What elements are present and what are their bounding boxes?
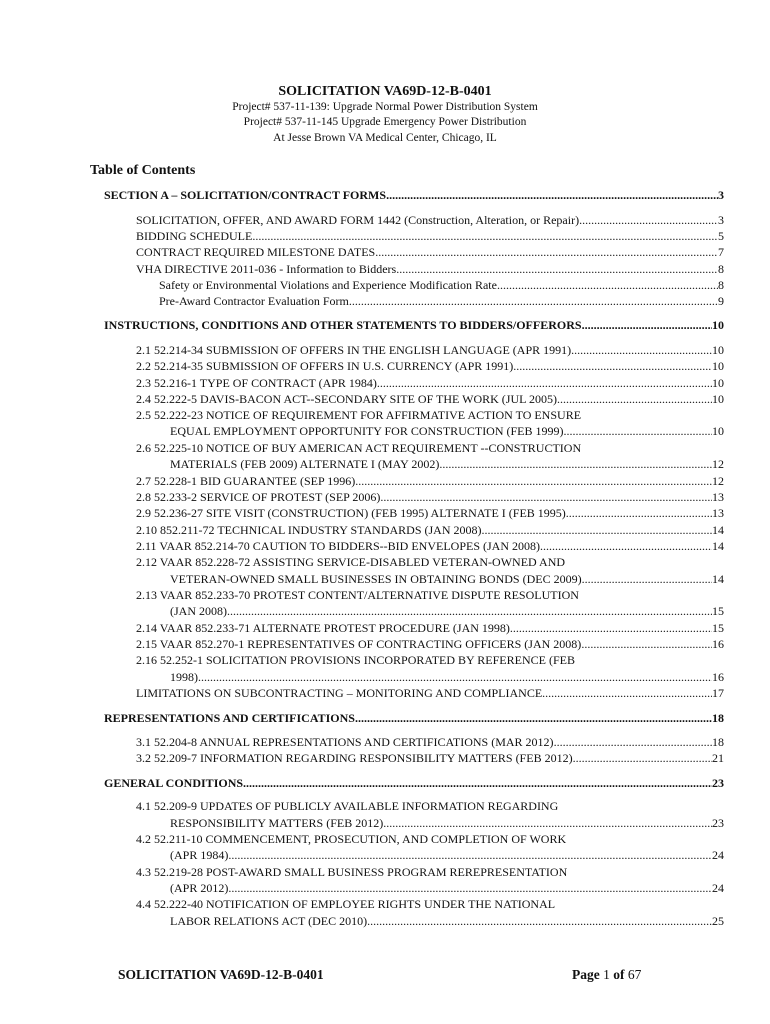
toc-entry[interactable]: 2.11 VAAR 852.214-70 CAUTION TO BIDDERS--BID ENVELOPES (JAN 2008) ..... 14 [136, 539, 724, 554]
toc-entry[interactable]: (APR 1984) ..... 24 [170, 848, 724, 863]
toc-entry[interactable]: 2.14 VAAR 852.233-71 ALTERNATE PROTEST PROCEDURE (JAN 1998) ..... 15 [136, 621, 724, 636]
toc-entry[interactable]: Pre-Award Contractor Evaluation Form ..... 9 [159, 294, 724, 309]
project-line-1: Project# 537-11-139: Upgrade Normal Power Distribution System [232, 101, 538, 113]
toc-entry[interactable]: 2.10 852.211-72 TECHNICAL INDUSTRY STANDARDS (JAN 2008) ..... 14 [136, 523, 724, 538]
toc-entry[interactable]: 1998) ..... 16 [170, 670, 724, 685]
toc-entry-line[interactable]: 4.4 52.222-40 NOTIFICATION OF EMPLOYEE RIGHTS UNDER THE NATIONAL [136, 897, 556, 911]
toc-entry-line[interactable]: 4.3 52.219-28 POST-AWARD SMALL BUSINESS PROGRAM REREPRESENTATION [136, 865, 568, 879]
toc-entry-line[interactable]: 2.5 52.222-23 NOTICE OF REQUIREMENT FOR AFFIRMATIVE ACTION TO ENSURE [136, 408, 582, 422]
project-line-2: Project# 537-11-145 Upgrade Emergency Power Distribution [243, 116, 527, 128]
toc-entry-line[interactable]: 4.1 52.209-9 UPDATES OF PUBLICLY AVAILABLE INFORMATION REGARDING [136, 799, 559, 813]
toc-entry[interactable]: 2.15 VAAR 852.270-1 REPRESENTATIVES OF CONTRACTING OFFICERS (JAN 2008) ..... 16 [136, 637, 724, 652]
toc-entry-section-instructions[interactable]: INSTRUCTIONS, CONDITIONS AND OTHER STATEMENTS TO BIDDERS/OFFERORS ..... 10 [104, 318, 724, 333]
footer-page-number: Page 1 of 67 [572, 967, 642, 982]
toc-heading: Table of Contents [90, 163, 196, 178]
toc-entry[interactable]: LABOR RELATIONS ACT (DEC 2010) ..... 25 [170, 914, 724, 929]
project-line-3: At Jesse Brown VA Medical Center, Chicago, IL [273, 132, 497, 144]
toc-entry[interactable]: 2.4 52.222-5 DAVIS-BACON ACT--SECONDARY SITE OF THE WORK (JUL 2005) ..... 10 [136, 392, 724, 407]
footer-solicitation: SOLICITATION VA69D-12-B-0401 [118, 967, 324, 982]
document-title: SOLICITATION VA69D-12-B-0401 [278, 84, 492, 99]
toc-entry[interactable]: 2.7 52.228-1 BID GUARANTEE (SEP 1996) ..... 12 [136, 474, 724, 489]
toc-entry[interactable]: CONTRACT REQUIRED MILESTONE DATES ..... 7 [136, 245, 724, 260]
toc-entry[interactable]: LIMITATIONS ON SUBCONTRACTING – MONITORING AND COMPLIANCE ..... 17 [136, 686, 724, 701]
toc-entry[interactable]: Safety or Environmental Violations and Experience Modification Rate ..... 8 [159, 278, 724, 293]
toc-entry-line[interactable]: 2.6 52.225-10 NOTICE OF BUY AMERICAN ACT REQUIREMENT --CONSTRUCTION [136, 441, 582, 455]
toc-entry[interactable]: (APR 2012) ..... 24 [170, 881, 724, 896]
toc-entry[interactable]: (JAN 2008) ..... 15 [170, 604, 724, 619]
toc-entry[interactable]: 3.1 52.204-8 ANNUAL REPRESENTATIONS AND CERTIFICATIONS (MAR 2012) ..... 18 [136, 735, 724, 750]
toc-entry-section-general-conditions[interactable]: GENERAL CONDITIONS ..... 23 [104, 776, 724, 791]
toc-entry[interactable]: MATERIALS (FEB 2009) ALTERNATE I (MAY 2002) ..... 12 [170, 457, 724, 472]
toc-entry[interactable]: 2.2 52.214-35 SUBMISSION OF OFFERS IN U.S. CURRENCY (APR 1991) ..... 10 [136, 359, 724, 374]
toc-entry-section-a[interactable]: SECTION A – SOLICITATION/CONTRACT FORMS ..... 3 [104, 188, 724, 203]
toc-entry[interactable]: VHA DIRECTIVE 2011-036 - Information to Bidders ..... 8 [136, 262, 724, 277]
toc-entry[interactable]: 2.1 52.214-34 SUBMISSION OF OFFERS IN THE ENGLISH LANGUAGE (APR 1991) ..... 10 [136, 343, 724, 358]
toc-entry[interactable]: 2.3 52.216-1 TYPE OF CONTRACT (APR 1984) ..... 10 [136, 376, 724, 391]
toc-entry[interactable]: RESPONSIBILITY MATTERS (FEB 2012) ..... 23 [170, 816, 724, 831]
toc-entry-line[interactable]: 2.12 VAAR 852.228-72 ASSISTING SERVICE-DISABLED VETERAN-OWNED AND [136, 555, 566, 569]
toc-entry-line[interactable]: 4.2 52.211-10 COMMENCEMENT, PROSECUTION, AND COMPLETION OF WORK [136, 832, 567, 846]
toc-entry[interactable]: 3.2 52.209-7 INFORMATION REGARDING RESPONSIBILITY MATTERS (FEB 2012) ..... 21 [136, 751, 724, 766]
toc-entry-line[interactable]: 2.13 VAAR 852.233-70 PROTEST CONTENT/ALTERNATIVE DISPUTE RESOLUTION [136, 588, 579, 602]
toc-entry[interactable]: 2.8 52.233-2 SERVICE OF PROTEST (SEP 2006) ..... 13 [136, 490, 724, 505]
toc-entry[interactable]: 2.9 52.236-27 SITE VISIT (CONSTRUCTION) (FEB 1995) ALTERNATE I (FEB 1995) ..... 13 [136, 506, 724, 521]
toc-entry[interactable]: BIDDING SCHEDULE ..... 5 [136, 229, 724, 244]
toc-entry-section-representations[interactable]: REPRESENTATIONS AND CERTIFICATIONS ..... 18 [104, 711, 724, 726]
toc-entry[interactable]: VETERAN-OWNED SMALL BUSINESSES IN OBTAINING BONDS (DEC 2009) ..... 14 [170, 572, 724, 587]
toc-entry-line[interactable]: 2.16 52.252-1 SOLICITATION PROVISIONS INCORPORATED BY REFERENCE (FEB [136, 653, 575, 667]
toc-entry[interactable]: EQUAL EMPLOYMENT OPPORTUNITY FOR CONSTRUCTION (FEB 1999) ..... 10 [170, 424, 724, 439]
toc-entry[interactable]: SOLICITATION, OFFER, AND AWARD FORM 1442 (Construction, Alteration, or Repair) ..... 3 [136, 213, 724, 228]
